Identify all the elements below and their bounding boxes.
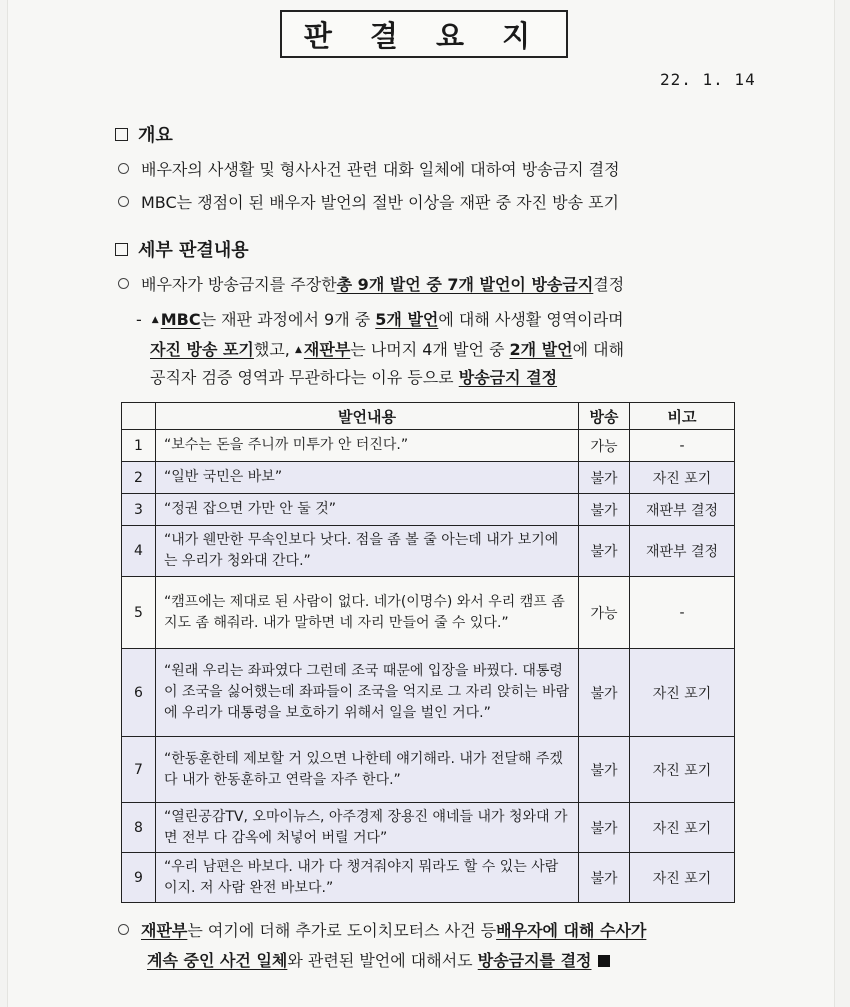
circle-bullet-icon	[118, 924, 129, 935]
square-bullet-icon	[115, 243, 128, 256]
header-content: 발언내용	[156, 403, 579, 430]
table-row: 2 “일반 국민은 바보” 불가 자진 포기	[122, 462, 735, 494]
header-note: 비고	[630, 403, 735, 430]
table-row: 8 “열린공감TV, 오마이뉴스, 아주경제 장용진 얘네들 내가 청와대 가면 전부 다 감옥에 처넣어 버릴 거다” 불가 자진 포기	[122, 803, 735, 853]
final-bullet-line-2: 계속 중인 사건 일체와 관련된 발언에 대해서도 방송금지를 결정	[147, 948, 610, 971]
square-bullet-icon	[115, 128, 128, 141]
circle-bullet-icon	[118, 196, 129, 207]
table-row: 6 “원래 우리는 좌파였다 그런데 조국 때문에 입장을 바꿨다. 대통령이 조국을 싫어했는데 좌파들이 조국을 억지로 그 자리 앉히는 바람에 우리가 대통령을 보호하기 위해서 일을 벌인 거다.” 불가 자진 포기	[122, 649, 735, 737]
table-row: 1 “보수는 돈을 주니까 미투가 안 터진다.” 가능 -	[122, 430, 735, 462]
table-row: 5 “캠프에는 제대로 된 사람이 없다. 네가(이명수) 와서 우리 캠프 좀 지도 좀 해줘라. 내가 말하면 네 자리 만들어 줄 수 있다.” 가능 -	[122, 577, 735, 649]
triangle-marker-icon: ▲	[294, 345, 302, 355]
document-date: 22. 1. 14	[660, 70, 756, 89]
end-mark-icon	[598, 955, 610, 967]
details-dash-line-3: 공직자 검증 영역과 무관하다는 이유 등으로 방송금지 결정	[150, 368, 558, 387]
details-bullet: 배우자가 방송금지를 주장한 총 9개 발언 중 7개 발언이 방송금지 결정	[118, 272, 624, 295]
table-row: 9 “우리 남편은 바보다. 내가 다 챙겨줘야지 뭐라도 할 수 있는 사람이지. 저 사람 완전 바보다.” 불가 자진 포기	[122, 853, 735, 903]
table-row: 3 “정권 잡으면 가만 안 둘 것” 불가 재판부 결정	[122, 494, 735, 526]
details-dash-line-1: - ▲ MBC는 재판 과정에서 9개 중 5개 발언에 대해 사생활 영역이라며	[136, 310, 624, 329]
final-bullet-line-1: 재판부 는 여기에 더해 추가로 도이치모터스 사건 등 배우자에 대해 수사가	[118, 918, 646, 941]
circle-bullet-icon	[118, 163, 129, 174]
table-row: 4 “내가 웬만한 무속인보다 낫다. 점을 좀 볼 줄 아는데 내가 보기에는 우리가 청와대 간다.” 불가 재판부 결정	[122, 526, 735, 577]
document-title: 판 결 요 지	[280, 10, 568, 58]
table-corner-cell	[122, 403, 156, 430]
overview-item: MBC는 쟁점이 된 배우자 발언의 절반 이상을 재판 중 자진 방송 포기	[118, 190, 619, 213]
triangle-marker-icon: ▲	[151, 315, 159, 325]
header-broadcast: 방송	[579, 403, 630, 430]
section-overview-heading: 개요	[115, 121, 173, 147]
overview-item: 배우자의 사생활 및 형사사건 관련 대화 일체에 대하여 방송금지 결정	[118, 157, 620, 180]
statements-table	[121, 402, 735, 903]
table-row: 7 “한동훈한테 제보할 거 있으면 나한테 얘기해라. 내가 전달해 주겠다 내가 한동훈하고 연락을 자주 한다.” 불가 자진 포기	[122, 737, 735, 803]
section-details-heading: 세부 판결내용	[115, 236, 249, 262]
circle-bullet-icon	[118, 278, 129, 289]
details-dash-line-2: 자진 방송 포기했고, ▲ 재판부는 나머지 4개 발언 중 2개 발언에 대해	[150, 340, 625, 359]
